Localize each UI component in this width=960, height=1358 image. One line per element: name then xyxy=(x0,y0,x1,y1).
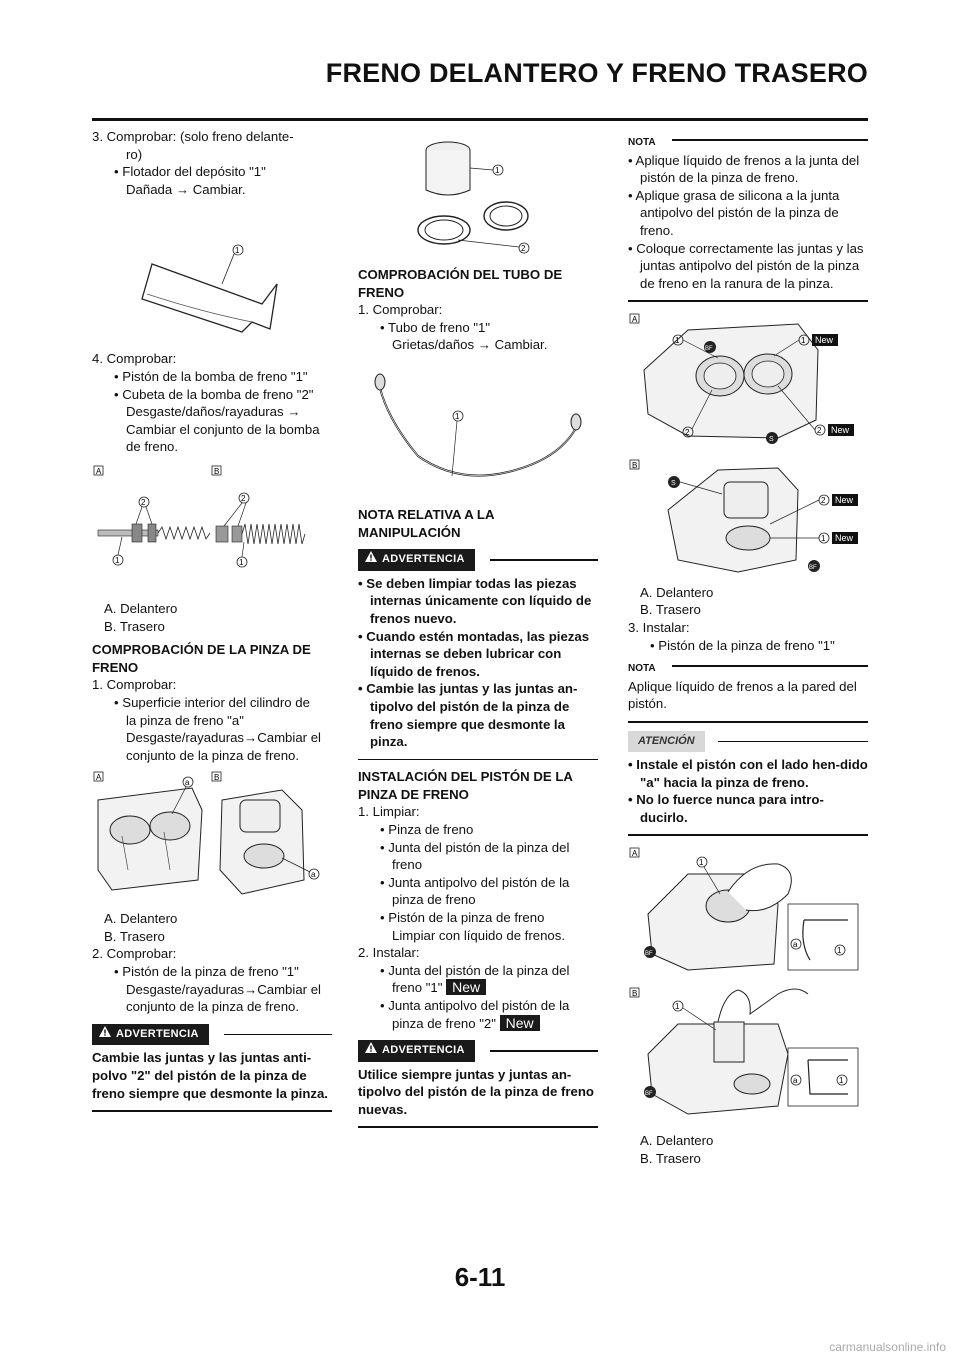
callout-1: 1 xyxy=(675,335,680,345)
note-text: • Aplique grasa de silicona a la junta antipolvo del pistón de la pinza de freno. xyxy=(628,187,840,238)
page-title: FRENO DELANTERO Y FRENO TRASERO xyxy=(325,58,868,88)
column-3 xyxy=(628,128,868,1167)
caution-text: • Instale el pistón con el lado hen-dido "a" hacia la pinza de freno. xyxy=(628,757,868,790)
new-badge: New xyxy=(835,532,854,543)
warning-triangle-icon xyxy=(364,1041,378,1054)
step-text: 2. Instalar: xyxy=(358,945,420,961)
silicone-grease-icon: S xyxy=(671,479,676,487)
new-badge: New xyxy=(831,424,850,435)
action-text: Limpiar con líquido de frenos. xyxy=(392,927,566,943)
action-text: Dañada → Cambiar. xyxy=(126,181,246,197)
figure-label-b: B xyxy=(632,460,638,470)
warning-box xyxy=(92,1024,332,1046)
step-text: 1. Limpiar: xyxy=(358,804,420,820)
action-text: Desgaste/rayaduras→Cambiar el xyxy=(126,730,321,746)
column-2 xyxy=(358,128,598,1136)
bf-icon: BF xyxy=(645,1090,653,1097)
action-text: Desgaste/rayaduras→Cambiar el xyxy=(126,981,321,997)
watermark: carmanualsonline.info xyxy=(829,1340,946,1354)
callout-2: 2 xyxy=(241,493,246,503)
callout-1: 1 xyxy=(235,246,240,256)
callout-1: 1 xyxy=(675,1001,680,1011)
caution-text: • No lo fuerce nunca para intro-ducirlo. xyxy=(628,792,824,825)
bullet-text: freno "1" xyxy=(392,980,443,996)
caution-box xyxy=(628,731,868,753)
figure-label-a: A xyxy=(632,314,638,324)
piston-install-figure xyxy=(628,844,868,1126)
warning-box xyxy=(358,549,598,571)
caption-b: B. Trasero xyxy=(104,928,165,944)
bullet-text: • Flotador del depósito "1" xyxy=(114,164,266,180)
caption-a: A. Delantero xyxy=(104,600,178,616)
warning-text: Cambie las juntas y las juntas anti-polvo "2" del pistón de la pinza de freno siempre que desmonte la pinza. xyxy=(92,1050,328,1101)
warning-text: Utilice siempre juntas y juntas an-tipolvo del pistón de la pinza de freno nuevas. xyxy=(358,1066,594,1117)
action-text: conjunto de la pinza de freno. xyxy=(126,999,300,1015)
bf-icon: BF xyxy=(705,345,713,352)
bullet-text: • Pistón de la bomba de freno "1" xyxy=(114,368,308,384)
section-heading: NOTA RELATIVA A LA MANIPULACIÓN xyxy=(358,506,495,540)
figure-label-a: A xyxy=(96,466,102,476)
new-badge: New xyxy=(815,334,834,345)
warning-text: • Cuando estén montadas, las piezas internas se deben lubricar con líquido de frenos. xyxy=(358,628,590,679)
action-text: Grietas/daños → Cambiar. xyxy=(392,337,548,353)
warning-badge: ADVERTENCIA xyxy=(92,1024,209,1046)
section-heading: COMPROBACIÓN DE LA PINZA DE FRENO xyxy=(92,642,311,675)
step-text: 1. Comprobar: xyxy=(358,302,443,318)
action-text: de freno. xyxy=(126,439,179,455)
bullet-text: • Junta antipolvo del pistón de la xyxy=(380,997,570,1013)
bullet-text: • Junta del pistón de la pinza del freno xyxy=(380,839,570,873)
callout-1: 1 xyxy=(115,555,120,565)
note-label: NOTA xyxy=(628,137,656,148)
bullet-text: • Pistón de la pinza de freno "1" xyxy=(114,964,299,980)
callout-a: a xyxy=(793,1075,798,1085)
callout-1: 1 xyxy=(801,335,806,345)
bullet-text: • Junta del pistón de la pinza del xyxy=(380,962,570,978)
bf-icon: BF xyxy=(645,950,653,957)
callout-2: 2 xyxy=(685,427,690,437)
step-text: ro) xyxy=(126,146,143,162)
note-label: NOTA xyxy=(628,663,656,675)
step-text: 2. Comprobar: xyxy=(92,946,177,962)
callout-1: 1 xyxy=(839,1075,844,1085)
warning-text: • Se deben limpiar todas las piezas internas únicamente con líquido de frenos nuevo. xyxy=(358,575,592,626)
new-badge: New xyxy=(500,1015,540,1031)
step-text: 1. Comprobar: xyxy=(92,677,177,693)
new-badge: New xyxy=(446,979,486,995)
warning-box xyxy=(358,1040,598,1062)
caliper-seals-figure xyxy=(628,310,868,578)
caption-a: A. Delantero xyxy=(640,584,714,600)
bullet-text: • Tubo de freno "1" xyxy=(380,319,491,335)
note-text: • Aplique líquido de frenos a la junta del pistón de la pinza de freno. xyxy=(628,152,860,186)
callout-2: 2 xyxy=(821,495,826,505)
header-rule xyxy=(92,118,868,121)
caption-b: B. Trasero xyxy=(640,602,701,618)
section-heading: COMPROBACIÓN DEL TUBO DE FRENO xyxy=(358,267,563,300)
bullet-text: • Pistón de la pinza de freno "1" xyxy=(650,637,835,653)
action-text: conjunto de la pinza de freno. xyxy=(126,747,300,763)
note-box xyxy=(628,658,868,678)
section-heading: INSTALACIÓN DEL PISTÓN DE LA PINZA DE FRENO xyxy=(358,769,573,802)
master-cylinder-piston-figure xyxy=(92,462,332,594)
step-text: 3. Instalar: xyxy=(628,620,690,636)
figure-label-b: B xyxy=(214,466,220,476)
reservoir-float-figure xyxy=(92,204,332,344)
note-text: • Coloque correctamente las juntas y las juntas antipolvo del pistón de la pinza de freno en la ranura de la pinza. xyxy=(628,240,864,291)
callout-1: 1 xyxy=(821,533,826,543)
silicone-grease-icon: S xyxy=(769,435,774,443)
warning-badge: ADVERTENCIA xyxy=(358,549,475,571)
bullet-text: • Superficie interior del cilindro de xyxy=(114,694,310,710)
warning-badge: ADVERTENCIA xyxy=(358,1040,475,1062)
warning-triangle-icon xyxy=(364,550,378,563)
callout-1: 1 xyxy=(495,166,500,175)
callout-a: a xyxy=(793,939,798,949)
bf-icon: BF xyxy=(809,564,817,571)
caption-b: B. Trasero xyxy=(104,618,165,634)
callout-1: 1 xyxy=(837,945,842,955)
bullet-text: • Pistón de la pinza de freno xyxy=(380,909,545,925)
figure-label-a: A xyxy=(632,848,638,858)
figure-label-a: A xyxy=(96,773,102,783)
bullet-text: la pinza de freno "a" xyxy=(126,712,244,728)
callout-2: 2 xyxy=(817,425,822,435)
callout-a: a xyxy=(185,778,190,788)
figure-label-b: B xyxy=(632,988,638,998)
callout-1: 1 xyxy=(699,857,704,867)
action-text: Desgaste/daños/rayaduras → xyxy=(126,404,301,420)
caution-badge: ATENCIÓN xyxy=(628,731,705,753)
column-1 xyxy=(92,128,332,1120)
caption-a: A. Delantero xyxy=(104,911,178,927)
caption-b: B. Trasero xyxy=(640,1150,701,1166)
step-text: 4. Comprobar: xyxy=(92,351,177,367)
warning-triangle-icon xyxy=(98,1025,112,1038)
caption-a: A. Delantero xyxy=(640,1132,714,1148)
warning-text: • Cambie las juntas y las juntas an-tipolvo del pistón de la pinza de freno siempre que desmonte la pinza. xyxy=(358,681,578,750)
figure-label-b: B xyxy=(214,773,220,783)
bullet-text: • Pinza de freno xyxy=(380,821,474,837)
note-box xyxy=(628,132,868,152)
callout-2: 2 xyxy=(141,497,146,507)
step-text: 3. Comprobar: (solo freno delante- xyxy=(92,129,294,144)
bullet-text: • Junta antipolvo del pistón de la pinza de freno xyxy=(380,874,570,908)
action-text: Cambiar el conjunto de la bomba xyxy=(126,421,320,437)
note-text: Aplique líquido de frenos a la pared del pistón. xyxy=(628,678,857,712)
callout-1: 1 xyxy=(455,411,460,421)
callout-1: 1 xyxy=(239,557,244,567)
new-badge: New xyxy=(835,494,854,505)
caliper-cylinder-figure xyxy=(92,770,332,904)
callout-2: 2 xyxy=(521,244,526,253)
brake-hose-figure xyxy=(358,360,598,500)
callout-a: a xyxy=(311,870,316,880)
bullet-text: • Cubeta de la bomba de freno "2" xyxy=(114,386,314,402)
bullet-text: pinza de freno "2" xyxy=(392,1015,496,1031)
dust-seal-figure xyxy=(358,128,598,260)
page-number: 6-11 xyxy=(454,1262,506,1292)
